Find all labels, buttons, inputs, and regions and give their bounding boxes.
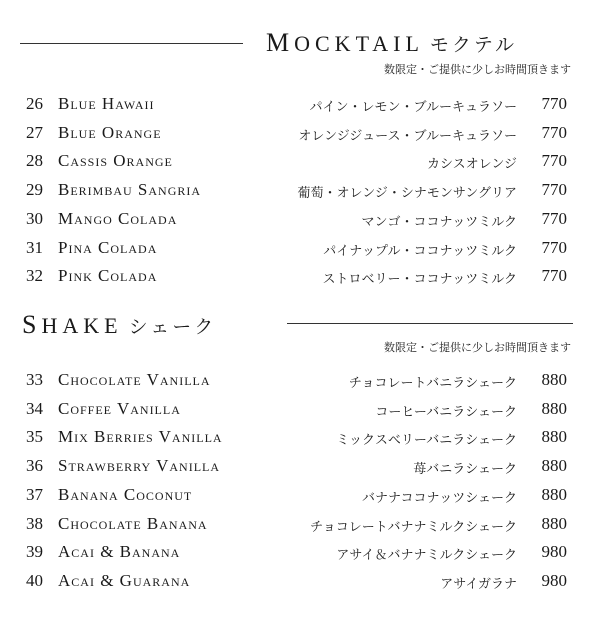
item-price: 770 xyxy=(541,266,567,286)
mocktail-title-rest: OCKTAIL xyxy=(294,31,424,56)
item-description: 苺バニラシェーク xyxy=(413,462,517,478)
item-price: 880 xyxy=(541,484,567,504)
mocktail-section-title xyxy=(266,28,517,58)
item-name: Pink Colada xyxy=(58,266,158,286)
item-number: 27 xyxy=(26,122,43,142)
shake-divider-line xyxy=(287,323,573,324)
mocktail-note: 数限定・ご提供に少しお時間頂きます xyxy=(384,63,571,76)
item-name: Strawberry Vanilla xyxy=(58,456,221,476)
menu-item-row xyxy=(0,511,595,537)
item-number: 39 xyxy=(26,542,43,562)
item-name: Blue Orange xyxy=(58,122,162,142)
item-price: 980 xyxy=(541,542,567,562)
item-price: 770 xyxy=(541,208,567,228)
item-price: 880 xyxy=(541,398,567,418)
menu-item-row xyxy=(0,367,595,393)
item-number: 30 xyxy=(26,208,43,228)
item-price: 880 xyxy=(541,456,567,476)
item-price: 880 xyxy=(541,427,567,447)
shake-title-rest: HAKE xyxy=(41,313,123,338)
mocktail-title-initial: M xyxy=(266,28,295,57)
item-description: チョコレートバニラシェーク xyxy=(348,376,517,391)
item-number: 29 xyxy=(26,180,43,200)
shake-section-title xyxy=(22,310,216,340)
menu-item-row xyxy=(0,235,595,261)
item-description: ストロベリー・ココナッツミルク xyxy=(322,272,517,288)
menu-item-row xyxy=(0,263,595,289)
item-description: マンゴ・ココナッツミルク xyxy=(361,214,517,230)
item-number: 31 xyxy=(26,237,43,257)
menu-item-row xyxy=(0,206,595,232)
item-price: 980 xyxy=(541,570,567,590)
item-number: 34 xyxy=(26,398,43,418)
menu-item-row xyxy=(0,396,595,422)
item-description: カシスオレンジ xyxy=(427,157,517,173)
item-name: Chocolate Banana xyxy=(58,513,208,533)
item-price: 770 xyxy=(541,151,567,171)
menu-item-row xyxy=(0,539,595,565)
item-name: Blue Hawaii xyxy=(58,94,155,113)
item-price: 770 xyxy=(541,94,567,113)
menu-item-row xyxy=(0,453,595,479)
item-description: 葡萄・オレンジ・シナモンサングリア xyxy=(297,186,517,202)
mocktail-divider-line xyxy=(20,43,243,44)
item-description: アサイガラナ xyxy=(440,576,517,592)
menu-item-row xyxy=(0,177,595,203)
item-description: コーヒーバニラシェーク xyxy=(375,404,517,420)
item-number: 35 xyxy=(26,427,43,447)
menu-item-row xyxy=(0,91,595,117)
item-description: パイナップル・ココナッツミルク xyxy=(323,243,517,259)
shake-title-jp: シェーク xyxy=(128,316,217,338)
shake-note: 数限定・ご提供に少しお時間頂きます xyxy=(384,341,571,354)
item-description: バナナココナッツシェーク xyxy=(362,490,517,506)
item-price: 880 xyxy=(541,513,567,533)
item-price: 880 xyxy=(541,370,567,389)
shake-title-initial: S xyxy=(22,310,42,339)
item-number: 26 xyxy=(26,94,43,113)
menu-item-row xyxy=(0,120,595,146)
mocktail-title-jp: モクテル xyxy=(429,34,517,56)
item-price: 770 xyxy=(541,237,567,257)
item-number: 32 xyxy=(26,266,43,286)
item-description: オレンジジュース・ブルーキュラソー xyxy=(298,128,517,144)
item-number: 38 xyxy=(26,513,43,533)
menu-item-row xyxy=(0,148,595,174)
item-description: アサイ＆バナナミルクシェーク xyxy=(336,548,517,564)
item-name: Chocolate Vanilla xyxy=(58,370,211,389)
item-number: 37 xyxy=(26,484,43,504)
item-price: 770 xyxy=(541,122,567,142)
item-number: 28 xyxy=(26,151,43,171)
item-number: 33 xyxy=(26,370,43,389)
menu-item-row xyxy=(0,482,595,508)
item-name: Berimbau Sangria xyxy=(58,180,202,200)
item-description: パイン・レモン・ブルーキュラソー xyxy=(309,100,517,115)
item-name: Acai & Banana xyxy=(58,542,181,562)
item-name: Coffee Vanilla xyxy=(58,398,181,418)
item-description: ミックスベリーバニラシェーク xyxy=(336,433,517,449)
item-number: 40 xyxy=(26,570,43,590)
item-name: Banana Coconut xyxy=(58,484,193,504)
menu-item-row xyxy=(0,424,595,450)
item-name: Mix Berries Vanilla xyxy=(58,427,223,447)
item-name: Pina Colada xyxy=(58,237,158,257)
item-description: チョコレートバナナミルクシェーク xyxy=(310,519,517,535)
item-name: Mango Colada xyxy=(58,208,178,228)
item-name: Cassis Orange xyxy=(58,151,173,171)
item-price: 770 xyxy=(541,180,567,200)
menu-item-row xyxy=(0,568,595,594)
item-number: 36 xyxy=(26,456,43,476)
item-name: Acai & Guarana xyxy=(58,570,191,590)
